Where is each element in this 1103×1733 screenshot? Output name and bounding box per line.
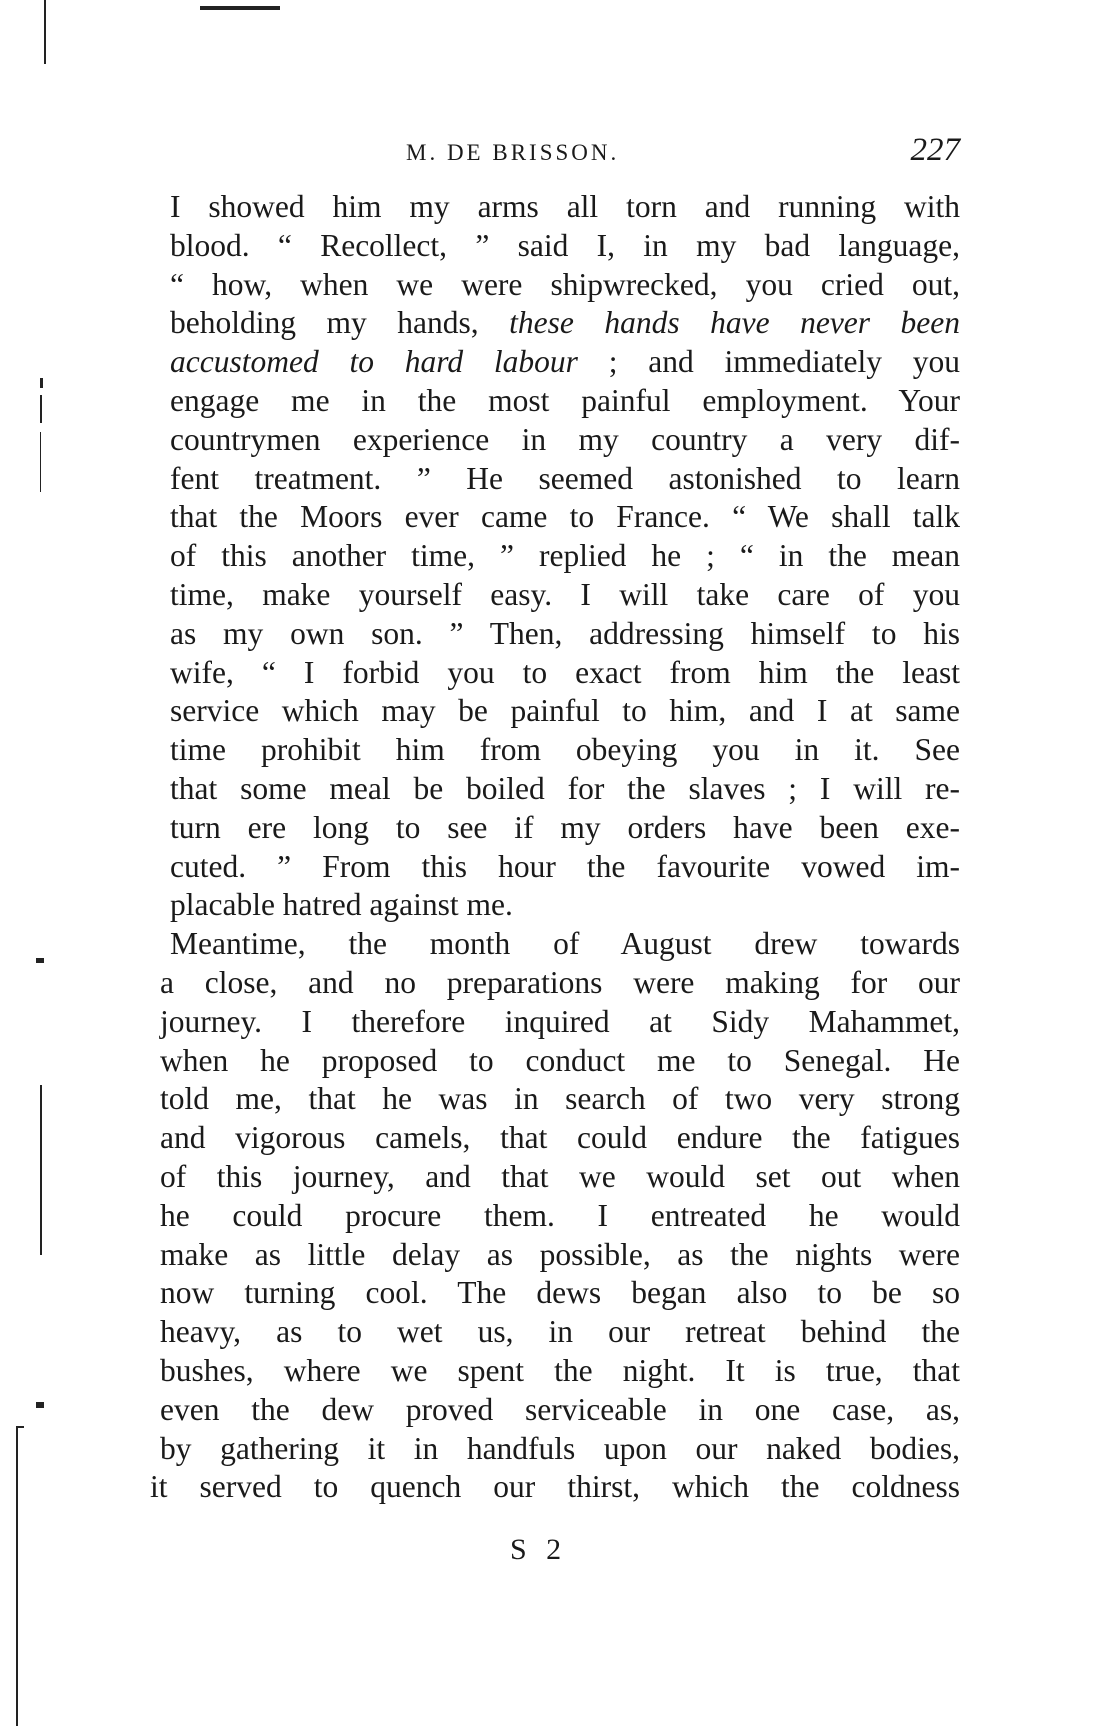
text-line: journey. I therefore inquired at Sidy Mahammet, bbox=[160, 1003, 960, 1039]
page-number: 227 bbox=[910, 132, 960, 168]
text-line: that some meal be boiled for the slaves ; I will re- bbox=[170, 770, 960, 806]
scan-edge-mark bbox=[40, 395, 42, 423]
body-text bbox=[150, 188, 960, 1507]
scan-edge-mark bbox=[36, 958, 44, 963]
text-line: turn ere long to see if my orders have been exe- bbox=[170, 809, 960, 845]
scan-edge-mark bbox=[40, 432, 41, 492]
text-line: as my own son. ” Then, addressing himself to his bbox=[170, 615, 960, 651]
text-line: of this another time, ” replied he ; “ in the mean bbox=[170, 538, 960, 574]
text-line: countrymen experience in my country a very dif- bbox=[170, 421, 960, 457]
text-line: and vigorous camels, that could endure the fatigues bbox=[160, 1120, 960, 1156]
running-head: M. DE BRISSON. bbox=[406, 140, 620, 165]
text-line: cuted. ” From this hour the favourite vowed im- bbox=[170, 848, 960, 884]
scan-edge-mark bbox=[44, 0, 46, 64]
text-line: placable hatred against me. bbox=[170, 887, 513, 923]
text-line: “ how, when we were shipwrecked, you cried out, bbox=[170, 266, 960, 302]
text-line: time prohibit him from obeying you in it. See bbox=[170, 732, 960, 768]
text-line: make as little delay as possible, as the nights were bbox=[160, 1236, 960, 1272]
scan-edge-mark bbox=[40, 1085, 42, 1255]
scan-edge-mark bbox=[40, 378, 43, 388]
text-line: even the dew proved serviceable in one case, as, bbox=[160, 1391, 960, 1427]
signature-mark: S 2 bbox=[510, 1533, 568, 1566]
text-line: I showed him my arms all torn and running with bbox=[170, 189, 960, 224]
text-line: accustomed to hard labour ; and immediately you bbox=[170, 344, 961, 380]
text-line: of this journey, and that we would set out when bbox=[160, 1158, 960, 1194]
text-line: wife, “ I forbid you to exact from him the least bbox=[170, 654, 960, 690]
italic-phrase: beholding my hands, these hands have never been bbox=[170, 305, 961, 341]
text-line: now turning cool. The dews began also to be so bbox=[160, 1275, 960, 1311]
text-line: he could procure them. I entreated he would bbox=[160, 1197, 960, 1233]
text-line: it served to quench our thirst, which the coldness bbox=[150, 1469, 960, 1505]
scan-rule-mark bbox=[200, 6, 280, 10]
text-line: when he proposed to conduct me to Senegal. He bbox=[160, 1042, 960, 1078]
text-line: heavy, as to wet us, in our retreat behind the bbox=[160, 1314, 960, 1350]
text-line: fent treatment. ” He seemed astonished to learn bbox=[170, 460, 960, 496]
text-line: engage me in the most painful employment. Your bbox=[170, 382, 960, 418]
text-line: time, make yourself easy. I will take care of you bbox=[170, 576, 960, 612]
text-line: service which may be painful to him, and I at same bbox=[170, 693, 960, 729]
text-line: blood. “ Recollect, ” said I, in my bad language, bbox=[170, 227, 960, 263]
text-line: by gathering it in handfuls upon our naked bodies, bbox=[160, 1430, 960, 1466]
text-line: that the Moors ever came to France. “ We shall talk bbox=[170, 499, 960, 535]
page-header bbox=[160, 132, 960, 172]
scan-edge-mark bbox=[16, 1426, 18, 1726]
text-line: bushes, where we spent the night. It is true, that bbox=[160, 1352, 960, 1388]
text-line: a close, and no preparations were making for our bbox=[160, 964, 960, 1000]
paragraph-start-line: Meantime, the month of August drew towards bbox=[170, 926, 960, 962]
text-line: told me, that he was in search of two very strong bbox=[160, 1081, 960, 1117]
scan-edge-mark bbox=[16, 1426, 24, 1428]
text-line bbox=[150, 304, 960, 343]
scan-edge-mark bbox=[36, 1402, 44, 1408]
